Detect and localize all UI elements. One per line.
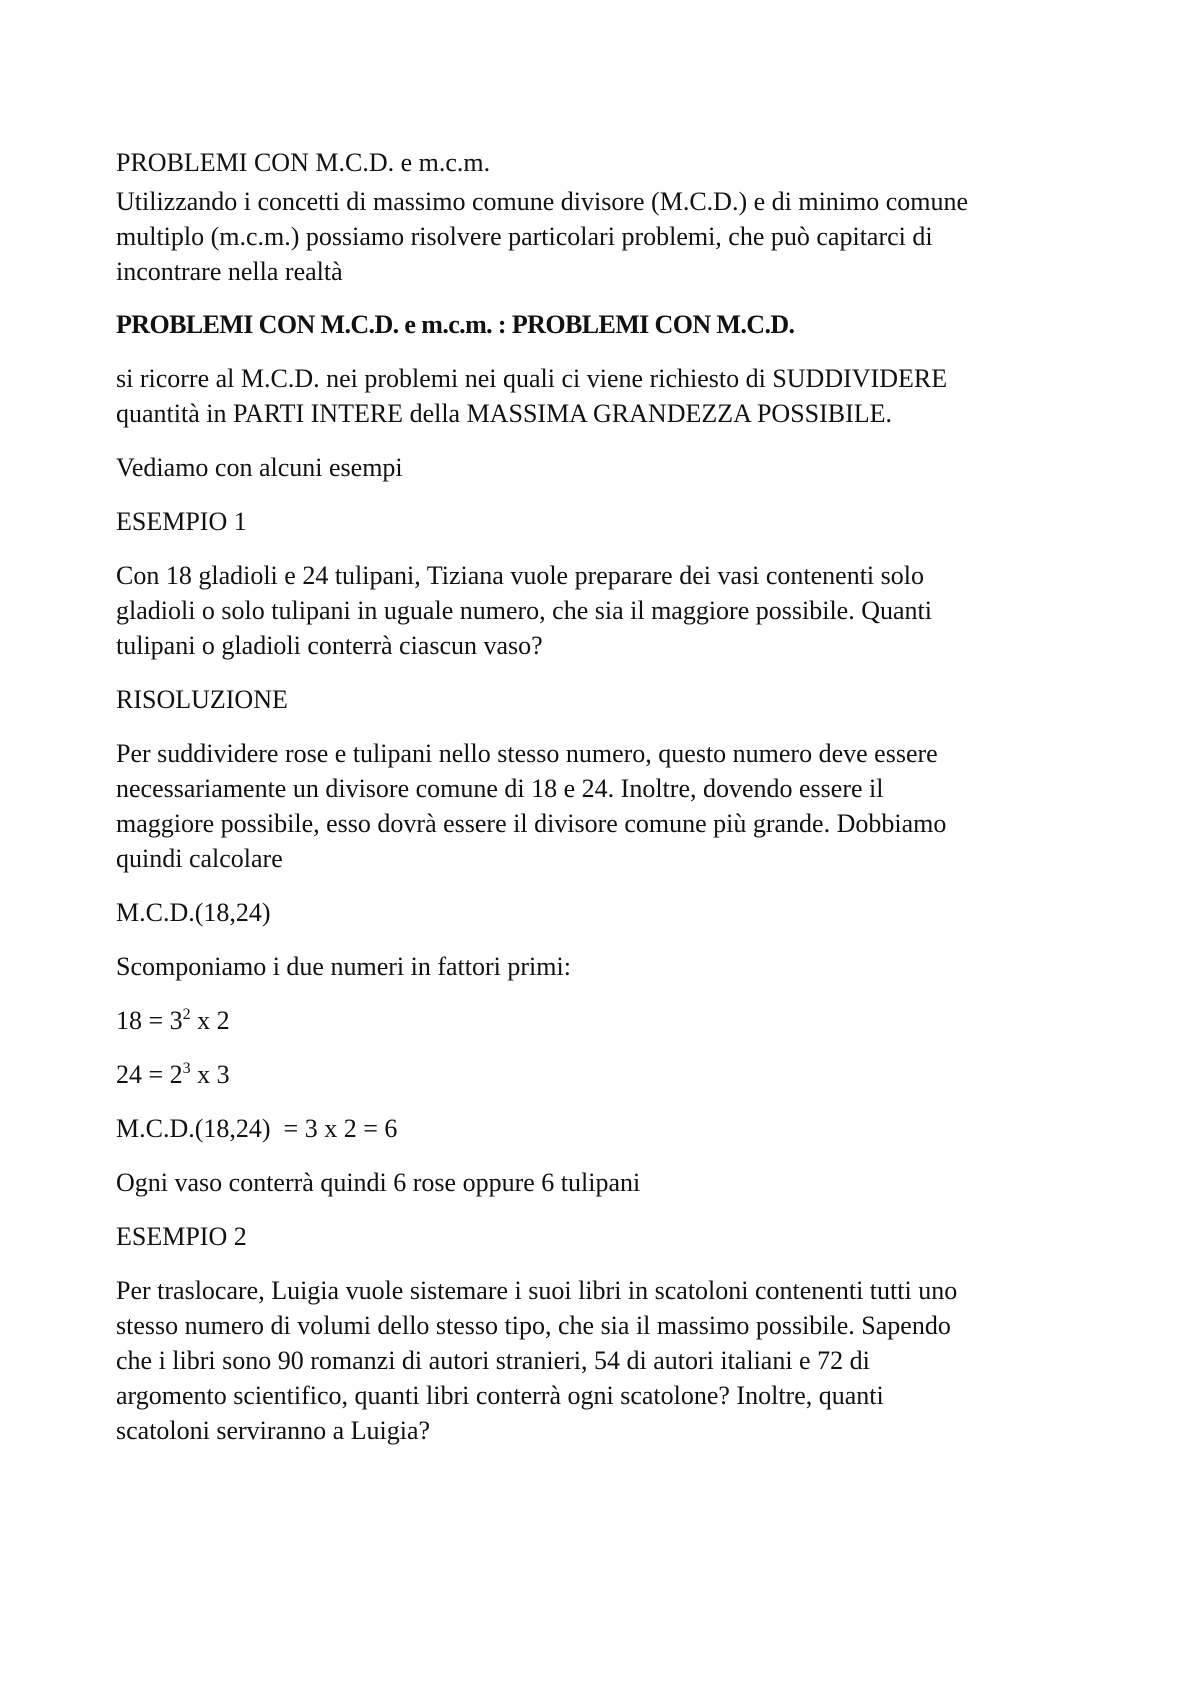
section-heading: PROBLEMI CON M.C.D. e m.c.m. : PROBLEMI CON M.C.D. [116,310,795,339]
solution-label: RISOLUZIONE [116,685,288,714]
intro-line-1: Utilizzando i concetti di massimo comune divisore (M.C.D.) e di minimo comune [116,187,969,216]
example1-conclusion: Ogni vaso conterrà quindi 6 rose oppure 6 tulipani [116,1168,641,1197]
examples-lead: Vediamo con alcuni esempi [116,453,403,482]
mcd-result: M.C.D.(18,24) = 3 x 2 = 6 [116,1114,398,1143]
section-intro-line-2: quantità in PARTI INTERE della MASSIMA GRANDEZZA POSSIBILE. [116,399,893,428]
example1-problem-line-1: Con 18 gladioli e 24 tulipani, Tiziana vuole preparare dei vasi contenenti solo [116,561,924,590]
example2-problem-line-2: stesso numero di volumi dello stesso tipo, che sia il massimo possibile. Sapendo [116,1311,951,1340]
example2-problem-line-5: scatoloni serviranno a Luigia? [116,1416,431,1445]
example1-problem-line-3: tulipani o gladioli conterrà ciascun vaso? [116,631,543,660]
factorization-18-exponent: 2 [182,1006,191,1023]
factorization-24 [116,1056,230,1094]
example2-problem-line-4: argomento scientifico, quanti libri conterrà ogni scatolone? Inoltre, quanti [116,1381,884,1410]
solution-line-4: quindi calcolare [116,844,283,873]
solution-line-3: maggiore possibile, esso dovrà essere il divisore comune più grande. Dobbiamo [116,809,947,838]
example2-problem-line-1: Per traslocare, Luigia vuole sistemare i suoi libri in scatoloni contenenti tutti uno [116,1276,958,1305]
factorization-24-rest: x 3 [190,1060,230,1089]
factorization-18 [116,1002,230,1040]
intro-line-2: multiplo (m.c.m.) possiamo risolvere particolari problemi, che può capitarci di [116,222,933,251]
section-intro-line-1: si ricorre al M.C.D. nei problemi nei quali ci viene richiesto di SUDDIVIDERE [116,364,948,393]
factorization-18-rest: x 2 [190,1006,230,1035]
example1-problem-line-2: gladioli o solo tulipani in uguale numero, che sia il maggiore possibile. Quanti [116,596,932,625]
factor-intro: Scomponiamo i due numeri in fattori primi: [116,952,571,981]
example2-problem-line-3: che i libri sono 90 romanzi di autori stranieri, 54 di autori italiani e 72 di [116,1346,870,1375]
factorization-24-exponent: 3 [182,1060,191,1077]
document-title: PROBLEMI CON M.C.D. e m.c.m. [116,148,491,177]
factorization-18-base: 18 = 3 [116,1006,183,1035]
solution-line-1: Per suddividere rose e tulipani nello stesso numero, questo numero deve essere [116,739,938,768]
example2-label: ESEMPIO 2 [116,1222,247,1251]
example1-label: ESEMPIO 1 [116,507,247,536]
factorization-24-base: 24 = 2 [116,1060,183,1089]
document-page [116,0,1116,1696]
intro-line-3: incontrare nella realtà [116,257,343,286]
mcd-expression: M.C.D.(18,24) [116,898,271,927]
solution-line-2: necessariamente un divisore comune di 18 e 24. Inoltre, dovendo essere il [116,774,884,803]
